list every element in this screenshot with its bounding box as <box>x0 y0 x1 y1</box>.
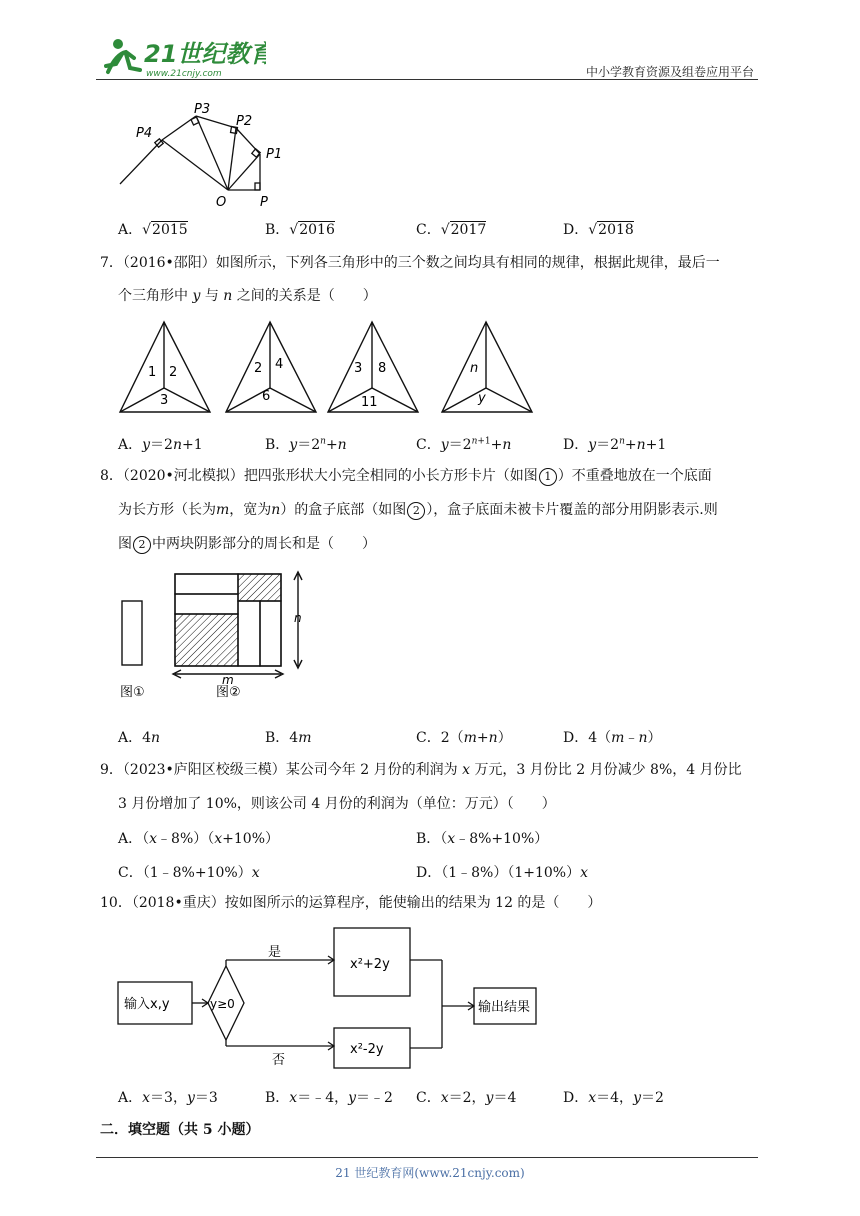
q6-label-p3: P3 <box>194 102 211 117</box>
q6-label-o: O <box>216 195 227 210</box>
q9-option-b[interactable]: B．（x﹣8%+10%） <box>416 831 549 847</box>
logo-url: www.21cnjy.com <box>146 69 222 79</box>
q7-t2-right: 4 <box>275 357 284 372</box>
q7-line1: 7．（2016•邵阳）如图所示，下列各三角形中的三个数之间均具有相同的规律，根据此规律，最后一 <box>100 255 720 271</box>
q7-option-b[interactable]: B．$y=2^n+n$ <box>265 436 347 453</box>
q7-option-a[interactable]: A．y＝2n+1 <box>118 437 203 453</box>
q7-t2-bottom: 6 <box>262 389 271 404</box>
q10-option-c[interactable]: C．x＝2，y＝4 <box>416 1090 517 1106</box>
q6-option-a[interactable]: A．√2015 <box>118 222 188 238</box>
flow-expr-no: x²-2y <box>350 1042 384 1057</box>
q7-option-d[interactable]: D．$y=2^n+n+1$ <box>563 436 667 453</box>
q6-label-p4: P4 <box>136 126 153 141</box>
q8-line2: 为长方形（长为m，宽为n）的盒子底部（如图 2 ），盒子底面未被卡片覆盖的部分用阴影表示.则 <box>118 502 718 518</box>
q7-triangles-figure <box>118 318 538 420</box>
footer-divider <box>96 1157 758 1158</box>
flow-expr-yes: x²+2y <box>350 957 390 972</box>
q6-label-p: P <box>260 195 268 210</box>
q9-line1: 9．（2023•庐阳区校级三模）某公司今年 2 月份的利润为 x 万元，3 月份比 2 月份减少 8%，4 月份比 <box>100 762 742 778</box>
q6-figure <box>116 100 296 216</box>
q8-label-n: n <box>294 611 302 625</box>
header-divider <box>96 79 758 80</box>
q6-label-p2: P2 <box>236 114 253 129</box>
flow-output-label: 输出结果 <box>478 1000 531 1015</box>
q10-line1: 10．（2018•重庆）按如图所示的运算程序，能使输出的结果为 12 的是（ ） <box>100 895 602 911</box>
q7-t3-bottom: 11 <box>361 395 378 410</box>
q10-option-b[interactable]: B．x＝﹣4，y＝﹣2 <box>265 1090 393 1106</box>
section-title: 二．填空题（共 5 小题） <box>100 1122 260 1138</box>
q7-t3-left: 3 <box>354 361 363 376</box>
header-platform-text: 中小学教育资源及组卷应用平台 <box>585 65 754 79</box>
q10-option-d[interactable]: D．x＝4，y＝2 <box>563 1090 664 1106</box>
q7-t4-left: n <box>470 361 479 376</box>
q8-figure <box>118 566 318 710</box>
q9-option-d[interactable]: D．（1﹣8%）（1+10%）x <box>416 865 589 881</box>
footer-text[interactable]: 21 世纪教育网(www.21cnjy.com) <box>335 1166 525 1180</box>
q8-option-d[interactable]: D．4（m﹣n） <box>563 730 662 746</box>
logo-text: 21世纪教育 <box>144 40 266 68</box>
q8-option-c[interactable]: C．2（m+n） <box>416 730 512 746</box>
q6-option-b[interactable]: B．√2016 <box>265 222 335 238</box>
q6-label-p1: P1 <box>266 147 283 162</box>
q10-option-a[interactable]: A．x＝3，y＝3 <box>118 1090 218 1106</box>
q8-option-a[interactable]: A．4n <box>118 730 161 746</box>
q7-t3-right: 8 <box>378 361 387 376</box>
q8-label-m: m <box>222 673 234 687</box>
q7-t1-bottom: 3 <box>160 393 169 408</box>
q7-line2: 个三角形中 y 与 n 之间的关系是（ ） <box>118 288 377 304</box>
q7-t1-right: 2 <box>169 365 178 380</box>
q9-line2: 3 月份增加了 10%，则该公司 4 月份的利润为（单位：万元）（ ） <box>118 796 556 812</box>
flow-condition-label: y≥0 <box>210 997 235 1011</box>
q8-option-b[interactable]: B．4m <box>265 730 312 746</box>
q6-option-c[interactable]: C．√2017 <box>416 222 487 238</box>
q10-flowchart <box>116 924 546 1076</box>
q6-option-d[interactable]: D．√2018 <box>563 222 634 238</box>
q8-line3: 图 2 中两块阴影部分的周长和是（ ） <box>118 536 376 552</box>
q8-fig1-caption: 图① <box>120 685 145 700</box>
flow-yes-label: 是 <box>268 945 282 960</box>
q9-option-c[interactable]: C．（1﹣8%+10%）x <box>118 865 260 881</box>
site-logo <box>96 32 266 80</box>
q9-option-a[interactable]: A．（x﹣8%）（x+10%） <box>118 831 280 847</box>
q7-t1-left: 1 <box>148 365 157 380</box>
q7-t2-left: 2 <box>254 361 263 376</box>
q8-fig2-caption: 图② <box>216 685 241 700</box>
q7-option-c[interactable]: C．$y=2^{n+1}+n$ <box>416 436 512 453</box>
q8-line1: 8．（2020•河北模拟）把四张形状大小完全相同的小长方形卡片（如图 1 ）不重叠地放在一个底面 <box>100 468 712 484</box>
q7-t4-bottom: y <box>478 391 486 406</box>
flow-input-label: 输入x,y <box>124 997 170 1012</box>
flow-no-label: 否 <box>272 1053 286 1068</box>
